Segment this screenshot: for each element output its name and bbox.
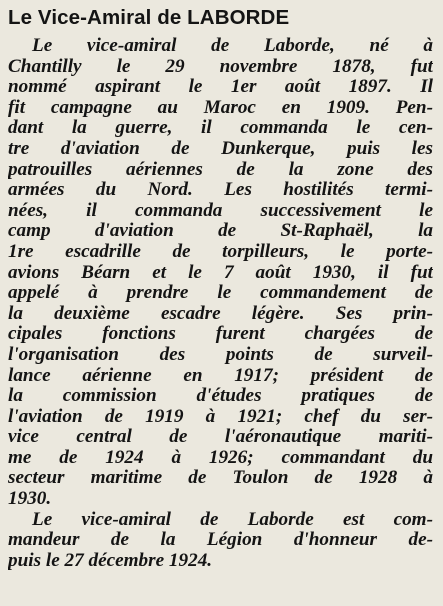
text-line: 1re escadrille de torpilleurs, le porte- — [8, 241, 433, 262]
text-line: puis le 27 décembre 1924. — [8, 550, 213, 571]
text-line: l'organisation des points de surveil- — [8, 344, 433, 365]
text-line: l'aviation de 1919 à 1921; chef du ser- — [8, 406, 433, 427]
text-line: 1930. — [8, 489, 52, 510]
text-line: secteur maritime de Toulon de 1928 à — [8, 468, 433, 489]
text-line: nommé aspirant le 1er août 1897. Il — [8, 77, 433, 98]
text-line: Le vice-amiral de Laborde, né à — [32, 36, 433, 56]
text-line: armées du Nord. Les hostilités termi- — [8, 180, 433, 201]
text-line: la deuxième escadre légère. Ses prin- — [8, 303, 433, 324]
text-line: avions Béarn et le 7 août 1930, il fut — [8, 262, 433, 283]
text-line: vice central de l'aéronautique mariti- — [8, 427, 433, 448]
text-line: camp d'aviation de St-Raphaël, la — [8, 221, 433, 242]
text-line: dant la guerre, il commanda le cen- — [8, 118, 433, 139]
text-line: patrouilles aériennes de la zone des — [8, 159, 433, 180]
text-line: appelé à prendre le commandement de — [8, 283, 433, 304]
headline: Le Vice-Amiral de LABORDE — [8, 6, 290, 29]
text-line: me de 1924 à 1926; commandant du — [8, 447, 433, 468]
text-line: lance aérienne en 1917; président de — [8, 365, 433, 386]
text-line: mandeur de la Légion d'honneur de- — [8, 530, 433, 551]
biography-paragraph — [8, 36, 433, 510]
text-line: Chantilly le 29 novembre 1878, fut — [8, 56, 433, 77]
text-line: Le vice-amiral de Laborde est com- — [32, 509, 433, 530]
text-line: nées, il commanda successivement le — [8, 200, 433, 221]
text-line: cipales fonctions furent chargées de — [8, 324, 433, 345]
text-line: fit campagne au Maroc en 1909. Pen- — [8, 97, 433, 118]
text-line: tre d'aviation de Dunkerque, puis les — [8, 138, 433, 159]
text-line: la commission d'études pratiques de — [8, 386, 433, 407]
honours-paragraph — [8, 510, 433, 572]
